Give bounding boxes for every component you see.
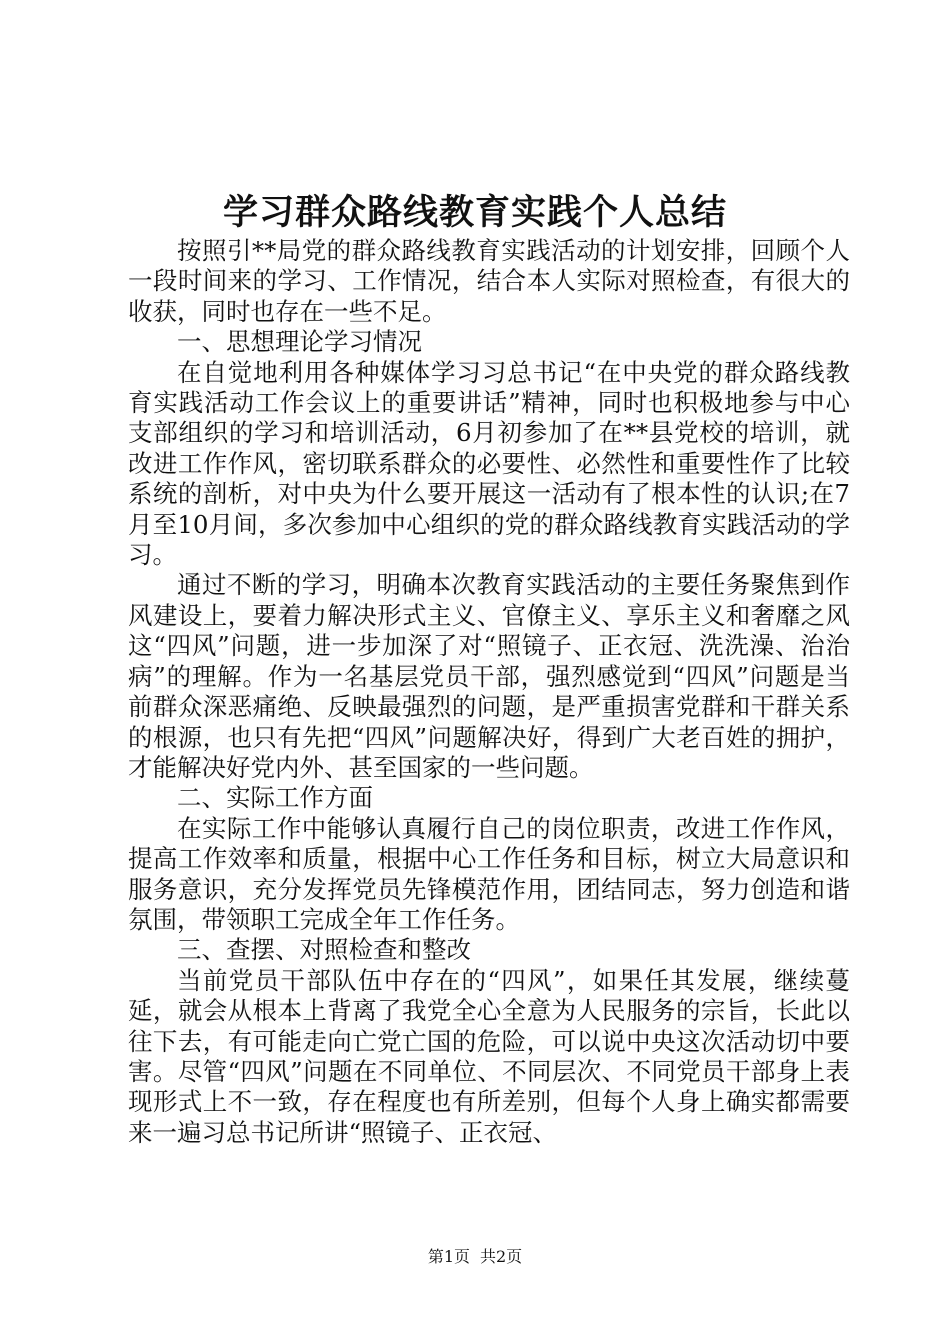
paragraph-inspection: 当前党员干部队伍中存在的“四风”，如果任其发展，继续蔓延，就会从根本上背离了我党全心全意为人民服务的宗旨，长此以往下去，有可能走向亡党亡国的危险，可以说中央这次活动切中要害。尽管“四风”问题在不同单位、不同层次、不同党员干部身上表现形式上不一致，存在程度也有所差别，但每个人身上确实都需要来一遍习总书记所讲“照镜子、正衣冠、 (128, 965, 850, 1147)
section-heading-theory-study: 一、思想理论学习情况 (177, 327, 422, 357)
paragraph-intro: 按照引**局党的群众路线教育实践活动的计划安排，回顾个人一段时间来的学习、工作情况，结合本人实际对照检查，有很大的收获，同时也存在一些不足。 (128, 236, 850, 326)
page-total: 共2页 (480, 1247, 523, 1266)
paragraph-four-winds: 通过不断的学习，明确本次教育实践活动的主要任务聚焦到作风建设上，要着力解决形式主义、官僚主义、享乐主义和奢靡之风这“四风”问题，进一步加深了对“照镜子、正衣冠、洗洗澡、治治病”的理解。作为一名基层党员干部，强烈感觉到“四风”问题是当前群众深恶痛绝、反映最强烈的问题，是严重损害党群和干群关系的根源，也只有先把“四风”问题解决好，得到广大老百姓的拥护，才能解决好党内外、甚至国家的一些问题。 (128, 570, 850, 782)
paragraph-actual-work: 在实际工作中能够认真履行自己的岗位职责，改进工作作风，提高工作效率和质量，根据中心工作任务和目标，树立大局意识和服务意识，充分发挥党员先锋模范作用，团结同志，努力创造和谐氛围，带领职工完成全年工作任务。 (128, 813, 850, 934)
page-number: 第1页 (427, 1247, 470, 1266)
section-heading-actual-work: 二、实际工作方面 (177, 783, 373, 813)
document-title: 学习群众路线教育实践个人总结 (222, 192, 727, 233)
document-body (128, 236, 850, 1148)
section-heading-inspection: 三、查摆、对照检查和整改 (177, 935, 471, 965)
paragraph-theory-study: 在自觉地利用各种媒体学习习总书记“在中央党的群众路线教育实践活动工作会议上的重要讲话”精神，同时也积极地参与中心支部组织的学习和培训活动，6月初参加了在**县党校的培训，就改进工作作风，密切联系群众的必要性、必然性和重要性作了比较系统的剖析，对中央为什么要开展这一活动有了根本性的认识;在7月至10月间，多次参加中心组织的党的群众路线教育实践活动的学习。 (128, 357, 850, 570)
page-footer (0, 1244, 950, 1267)
